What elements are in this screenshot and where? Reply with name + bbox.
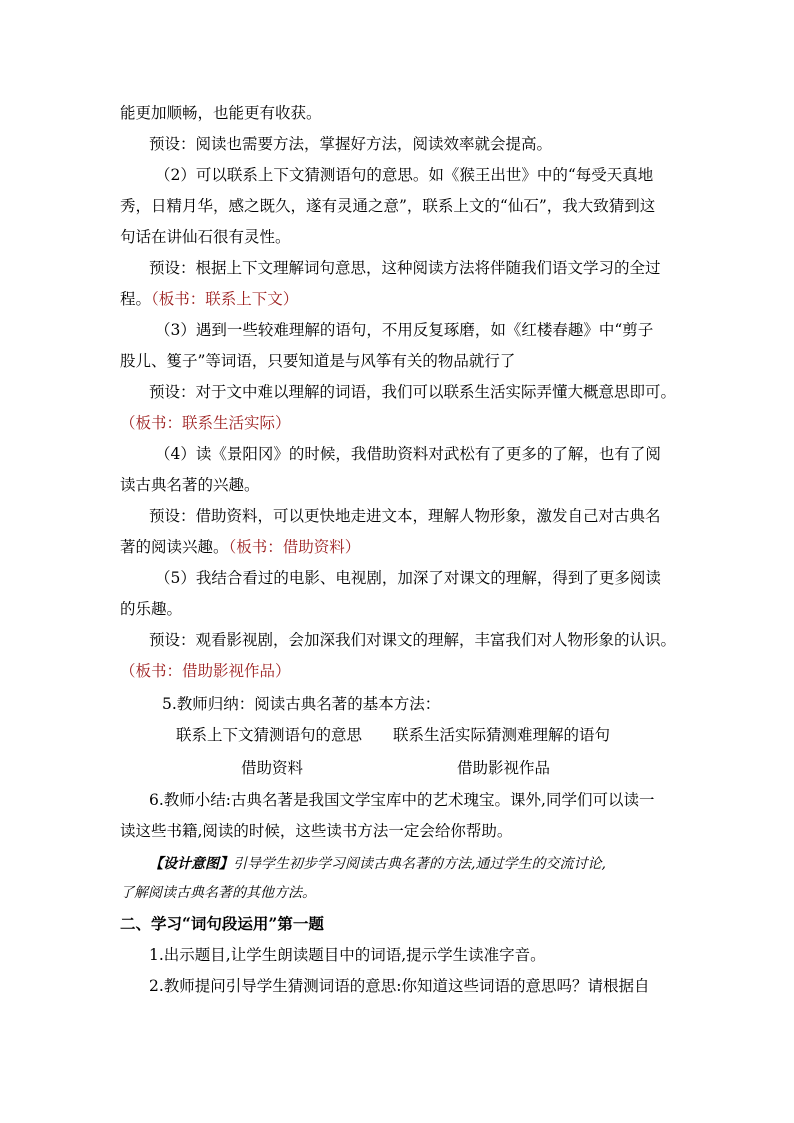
design-intent-text: 引导学生初步学习阅读古典名著的方法,通过学生的交流讨论, xyxy=(233,856,606,872)
paragraph-text: 能更加顺畅，也能更有收获。 xyxy=(120,104,322,122)
paragraph-text-segment: 著的阅读兴趣。 xyxy=(120,538,229,556)
method-item: 联系上下文猜测语句的意思 xyxy=(176,726,363,744)
paragraph-text: 5.教师归纳：阅读古典名著的基本方法： xyxy=(162,695,441,713)
paragraph-text-segment: 程。 xyxy=(120,290,152,308)
paragraph-text: 读古典名著的兴趣。 xyxy=(120,476,260,494)
blackboard-annotation: （板书：借助影视作品） xyxy=(120,662,291,680)
blackboard-annotation: （板书：借助资料） xyxy=(228,538,361,556)
paragraph-text xyxy=(120,537,360,557)
paragraph-text: 读这些书籍,阅读的时候，这些读书方法一定会给你帮助。 xyxy=(120,822,513,840)
design-intent xyxy=(149,853,606,874)
blackboard-annotation: （板书：联系生活实际） xyxy=(120,414,291,432)
paragraph-text: （2）可以联系上下文猜测语句的意思。如《猴王出世》中的“每受天真地 xyxy=(155,166,654,184)
paragraph-text: （4）读《景阳冈》的时候，我借助资料对武松有了更多的了解，也有了阅 xyxy=(155,445,661,463)
paragraph-text: 预设：观看影视剧，会加深我们对课文的理解，丰富我们对人物形象的认识。 xyxy=(149,631,677,649)
paragraph-text: 的乐趣。 xyxy=(120,600,183,618)
paragraph-text: （5）我结合看过的电影、电视剧，加深了对课文的理解，得到了更多阅读 xyxy=(155,569,661,587)
blackboard-annotation: （板书：联系上下文） xyxy=(151,290,299,308)
paragraph-text: 预设：阅读也需要方法，掌握好方法，阅读效率就会提高。 xyxy=(149,135,553,153)
paragraph-text: 句话在讲仙石很有灵性。 xyxy=(120,228,291,246)
paragraph-text: 2.教师提问引导学生猜测词语的意思:你知道这些词语的意思吗？请根据自 xyxy=(149,977,650,995)
paragraph-text: 1.出示题目,让学生朗读题目中的词语,提示学生读准字音。 xyxy=(149,946,546,964)
method-item: 借助资料 xyxy=(241,759,304,777)
paragraph-text: 股儿、篗子”等词语，只要知道是与风筝有关的物品就行了 xyxy=(120,352,516,370)
paragraph-text xyxy=(120,289,298,309)
paragraph-text: （3）遇到一些较难理解的语句，不用反复琢磨，如《红楼春趣》中“剪子 xyxy=(155,321,654,339)
method-item: 联系生活实际猜测难理解的语句 xyxy=(393,726,611,744)
design-intent-text: 了解阅读古典名著的其他方法。 xyxy=(120,885,316,901)
section-heading: 二、学习“词句段运用”第一题 xyxy=(120,914,324,933)
design-intent-label: 【设计意图】 xyxy=(149,856,233,872)
method-item: 借助影视作品 xyxy=(457,759,551,777)
paragraph-text: 6.教师小结:古典名著是我国文学宝库中的艺术瑰宝。课外,同学们可以读一 xyxy=(149,791,655,809)
paragraph-text: 秀，日精月华，感之既久，遂有灵通之意”，联系上文的“仙石”，我大致猜到这 xyxy=(120,197,656,215)
paragraph-text: 预设：借助资料，可以更快地走进文本，理解人物形象，激发自己对古典名 xyxy=(149,507,661,525)
paragraph-text: 预设：对于文中难以理解的词语，我们可以联系生活实际弄懂大概意思即可。 xyxy=(149,383,677,401)
paragraph-text: 预设：根据上下文理解词句意思，这种阅读方法将伴随我们语文学习的全过 xyxy=(149,259,661,277)
